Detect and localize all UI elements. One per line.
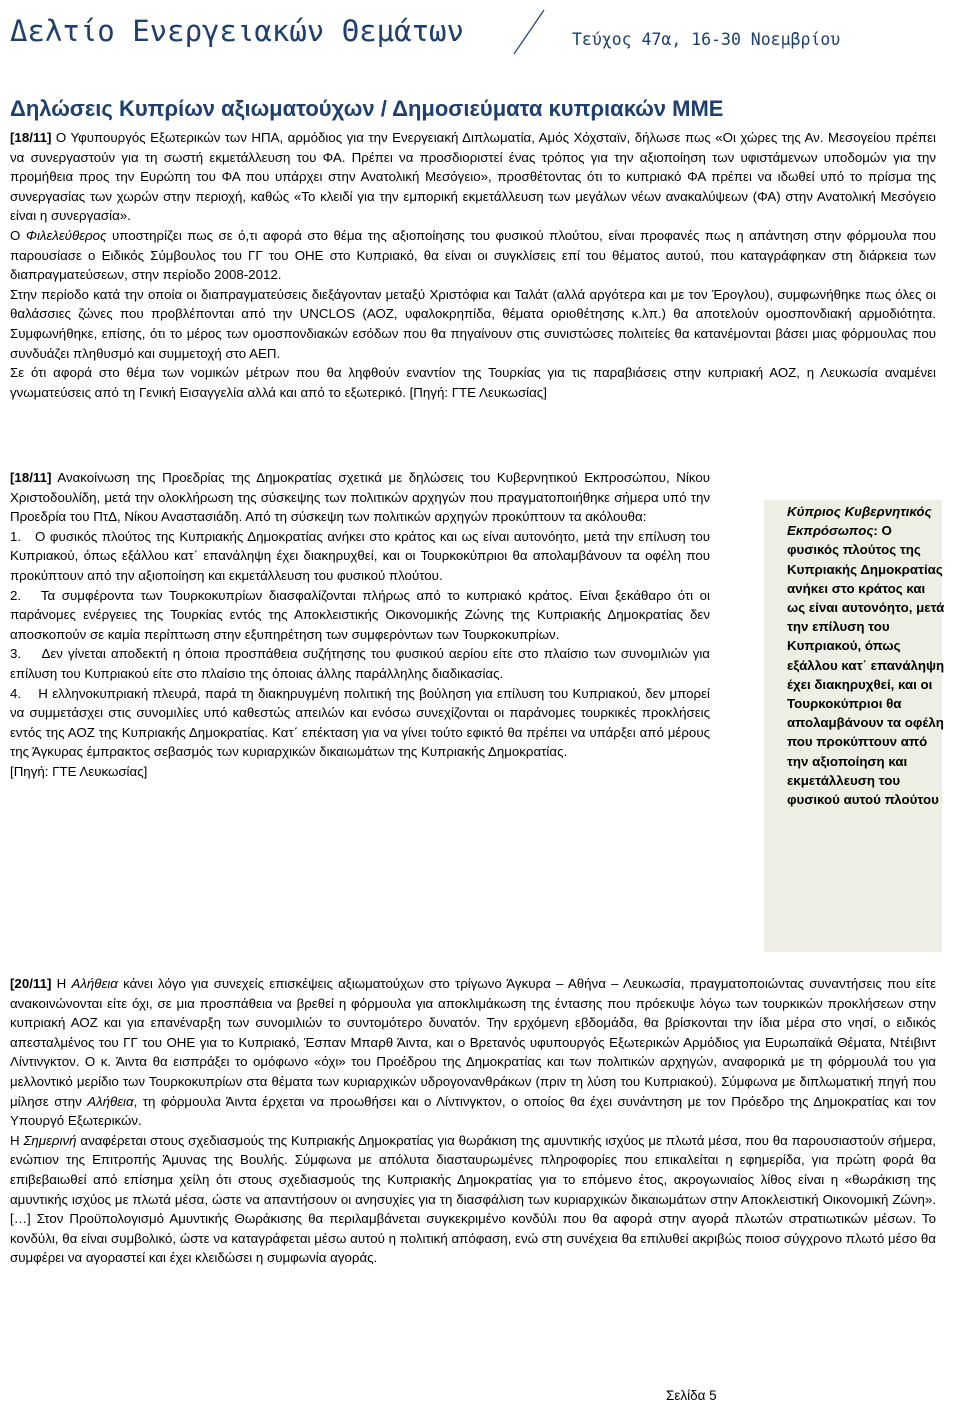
news-item-2-source: [Πηγή: ΓΤΕ Λευκωσίας]: [10, 763, 148, 779]
quote-speaker: Κύπριος Κυβερνητικός Εκπρόσωπος: [787, 504, 932, 539]
list-item-2: 2. Τα συμφέροντα των Τουρκοκυπρίων διασφαλίζονται πλήρως από το κυπριακό κράτος. Είναι ξεκάθαρο ότι οι παράνομες ενέργειες της Τουρκίας εντός της Αποκλειστικής Οικονομικής Ζώνης της Κυπριακής Δημοκρατίας δεν αποσκοπούν σε καμία περίπτωση στην εξυπηρέτηση των συμφερόντων των Τουρκοκυπρίων.: [10, 587, 710, 642]
news-item-2-body: [18/11] Ανακοίνωση της Προεδρίας της Δημοκρατίας σχετικά με δηλώσεις του Κυβερνητικού Εκπροσώπου, Νίκου Χριστοδουλίδη, μετά την ολοκλήρωση της σύσκεψης των πολιτικών αρχηγών που πραγματοποιήθηκε σήμερα υπό την Προεδρία του ΠτΔ, Νίκου Αναστασιάδη. Από τη σύσκεψη των πολιτικών αρχηγών προκύπτουν τα ακόλουθα:: [10, 470, 710, 525]
news-item-date: [18/11]: [10, 130, 52, 145]
quote-sidebar-text: Κύπριος Κυβερνητικός Εκπρόσωπος: Ο φυσικός πλούτος της Κυπριακής Δημοκρατίας ανήκει στο κράτος και ως είναι αυτονόητο, μετά την επίλυση του Κυπριακού, όπως εξάλλου κατ΄ επανάληψη έχει διακηρυχθεί, και οι Τουρκοκύπριοι θα απολαμβάνουν τα οφέλη που προκύπτουν από την αξιοποίηση και εκμετάλλευση του φυσικού αυτού πλούτου: [787, 504, 945, 808]
news-item-1-paragraph-3: Στην περίοδο κατά την οποία οι διαπραγματεύσεις διεξάγονταν μεταξύ Χριστόφια και Ταλάτ (αλλά αργότερα και με τον Έρογλου), συμφωνήθηκε πως όλες οι θαλάσσιες ζώνες που προβλέπονται από την UNCLOS (ΑΟΖ, υφαλοκρηπίδα, θέματα οριοθέτησης κ.λπ.) θα αποτελούν ομοσπονδιακή αρμοδιότητα. Συμφωνήθηκε, επίσης, ότι το μέρος των ομοσπονδιακών εσόδων που θα πηγαίνουν στις συνιστώσες πολιτείες θα κατανέμονται βάσει μιας φόρμουλας που συνδυάζει πληθυσμό και συμμετοχή στο ΑΕΠ.: [10, 286, 936, 361]
quote-body: Ο φυσικός πλούτος της Κυπριακής Δημοκρατίας ανήκει στο κράτος και ως είναι αυτονόητο, μετά την επίλυση του Κυπριακού, όπως εξάλλου κατ΄ επανάληψη έχει διακηρυχθεί, και οι Τουρκοκύπριοι θα απολαμβάνουν τα οφέλη που προκύπτουν από την αξιοποίηση και εκμετάλλευση του φυσικού αυτού πλούτου: [787, 523, 945, 808]
newspaper-name: Σημερινή: [23, 1132, 77, 1148]
news-item-1-paragraph-2: Ο Φιλελεύθερος υποστηρίζει πως σε ό,τι αφορά στο θέμα της αξιοποίησης του φυσικού πλούτου, είναι προφανές πως η απάντηση στην φόρμουλα που παρουσίασε ο Ειδικός Σύμβουλος του ΓΓ του ΟΗΕ στο Κυπριακό, θα είναι οι συγκλίσεις επί του θέματος αυτού, που καταγράφηκαν στη διάρκεια των διαπραγματεύσεων, στην περίοδο 2008-2012.: [10, 227, 936, 283]
list-item-1: 1. Ο φυσικός πλούτος της Κυπριακής Δημοκρατίας ανήκει στο κράτος και ως είναι αυτονόητο, μετά την επίλυση του Κυπριακού, όπως εξάλλου κατ΄ επανάληψη έχει διακηρυχθεί, και οι Τουρκοκύπριοι θα απολαμβάνουν τα οφέλη που προκύπτουν από την αξιοποίηση και εκμετάλλευση του φυσικού πλούτου.: [10, 528, 710, 583]
news-item-1: [10, 128, 936, 402]
section-heading: Δηλώσεις Κυπρίων αξιωματούχων / Δημοσιεύματα κυπριακών ΜΜΕ: [10, 96, 724, 121]
news-item-3: [10, 974, 936, 1268]
newspaper-name: Φιλελεύθερος: [25, 227, 107, 243]
news-item-2: [10, 468, 710, 782]
bulletin-title: Δελτίο Ενεργειακών Θεμάτων: [10, 14, 464, 48]
newspaper-name: Αλήθεια: [71, 976, 118, 991]
header-divider-slash: [508, 8, 548, 56]
issue-label: Τεύχος 47α, 16-30 Νοεμβρίου: [572, 30, 841, 49]
news-item-date: [20/11]: [10, 976, 52, 991]
page-number: Σελίδα 5: [666, 1388, 717, 1403]
news-item-3-paragraph-2: Η Σημερινή αναφέρεται στους σχεδιασμούς της Κυπριακής Δημοκρατίας για θωράκιση της αμυντικής ισχύος με πλωτά μέσα, που θα παρουσιαστούν σήμερα, ενώπιον της Επιτροπής Άμυνας της Βουλής. Σύμφωνα με απόλυτα διασταυρωμένες πληροφορίες που επικαλείται η εφημερίδα, για πρώτη φορά θα επιβεβαιωθεί από επίσημα χείλη ότι στους σχεδιασμούς της Κυπριακής Δημοκρατίας για το επόμενο έτος, ακρογωνιαίος λίθος είναι η «θωράκιση της αμυντικής ισχύος με πλωτά μέσα, ώστε να απαντήσουν οι ανησυχίες για τη διασφάλιση των κυριαρχικών δικαιωμάτων στην Αποκλειστική Οικονομική Ζώνη». […] Στον Προϋπολογισμό Αμυντικής Θωράκισης θα περιλαμβάνεται συγκεκριμένο κονδύλι που θα αφορά στην αγορά πλωτών στρατιωτικών μέσων. Το κονδύλι, θα είναι συμβολικό, ώστε να καταγράφεται μέσω αυτού η πολιτική απόφαση, ενώ στη συνέχεια θα επιλυθεί ακριβώς ποιοσ σύγχρονο πλωτό μέσο θα συμφέρει να αγοραστεί και έχει κλειδώσει η συμφωνία αγοράς.: [10, 1132, 936, 1266]
news-item-date: [18/11]: [10, 470, 52, 485]
list-item-4: 4. Η ελληνοκυπριακή πλευρά, παρά τη διακηρυγμένη πολιτική της βούληση για επίλυση του Κυπριακού, δεν μπορεί να συμμετάσχει στις συνομιλίες υπό καθεστώς απειλών και ενόσω συνεχίζονται οι παράνομες τουρκικές προκλήσεις εντός της ΑΟΖ της Κυπριακής Δημοκρατίας. Κατ΄ επέκταση για να γίνει τούτο εφικτό θα πρέπει να υπάρξει από μέρους της Άγκυρας έμπρακτος σεβασμός των κυριαρχικών δικαιωμάτων της Κυπριακής Δημοκρατίας.: [10, 685, 710, 760]
news-item-3-paragraph-1: [20/11] Η Αλήθεια κάνει λόγο για συνεχείς επισκέψεις αξιωματούχων στο τρίγωνο Άγκυρα – Αθήνα – Λευκωσία, πραγματοποιώντας συναντήσεις που είτε ανακοινώνονται είτε όχι, σε μια προσπάθεια να βρεθεί η φόρμουλα για αποκλιμάκωση της έντασης που πρόεκυψε λόγω των τουρκικών προκλήσεων στην κυπριακή ΑΟΖ και για επανέναρξη των συνομιλιών το συντομότερο δυνατόν. Την ερχόμενη εβδομάδα, θα βρίσκονται την ίδια μέρα στο νησί, ο ειδικός απεσταλμένος του ΓΓ του ΟΗΕ για το Κυπριακό, Έσπαν Μπαρθ Άιντα, και ο Βρετανός υφυπουργός Εξωτερικών Αρμόδιος για Ευρωπαϊκά Θέματα, Ντέιβιντ Λίντινγκτον. Ο κ. Άιντα θα εισπράξει το ομόφωνο «όχι» του Προέδρου της Δημοκρατίας και των πολιτικών αρχηγών, αναφορικά με τη φόρμουλά του για μελλοντικό μερίδιο των Τουρκοκυπρίων στα θέματα των κυριαρχικών υδρογονανθράκων (πριν τη λύση του Κυπριακού). Σύμφωνα με διπλωματική πηγή που μίλησε στην Αλήθεια, τη φόρμουλα Άιντα έρχεται να προωθήσει και ο Λίντινγκτον, ο οποίος θα έχει συνάντηση με τον Πρόεδρο της Δημοκρατίας και τον Υπουργό Εξωτερικών.: [10, 976, 936, 1129]
news-item-1-body: [18/11] Ο Υφυπουργός Εξωτερικών των ΗΠΑ, αρμόδιος για την Ενεργειακή Διπλωματία, Αμός Χόχσταϊν, δήλωσε πως «Οι χώρες της Αν. Μεσογείου πρέπει να συνεργαστούν για τη σωστή εκμετάλλευση του ΦΑ. Πρέπει να προσδιοριστεί ένας τρόπος για την αξιοποίηση των υφιστάμενων υποδομών για την προμήθεια προς την Ευρώπη του ΦΑ που υπάρχει στην Ανατολική Μεσόγειο», προσθέτοντας ότι το κυπριακό ΦΑ πρέπει να ιδωθεί υπό το πρίσμα της συνεργασίας των χωρών στην περιοχή, καθώς «Το κλειδί για την εμπορική εκμετάλλευση των μεγάλων νέων ανακαλύψεων (ΦΑ) στην Ανατολική Μεσόγειο είναι η συνεργασία».: [10, 130, 936, 224]
newspaper-name: Αλήθεια: [87, 1093, 134, 1109]
news-item-1-paragraph-4: Σε ότι αφορά στο θέμα των νομικών μέτρων που θα ληφθούν εναντίον της Τουρκίας για τις παραβιάσεις στην κυπριακή ΑΟΖ, η Λευκωσία αναμένει γνωματεύσεις από τη Γενική Εισαγγελία αλλά και από το εξωτερικό. [Πηγή: ΓΤΕ Λευκωσίας]: [10, 365, 936, 400]
list-item-3: 3. Δεν γίνεται αποδεκτή η όποια προσπάθεια συζήτησης του φυσικού αερίου είτε στο πλαίσιο των συνομιλιών για επίλυση του Κυπριακού είτε στο πλαίσιο της όποιας άλλης παράλληλης διαδικασίας.: [10, 646, 710, 681]
